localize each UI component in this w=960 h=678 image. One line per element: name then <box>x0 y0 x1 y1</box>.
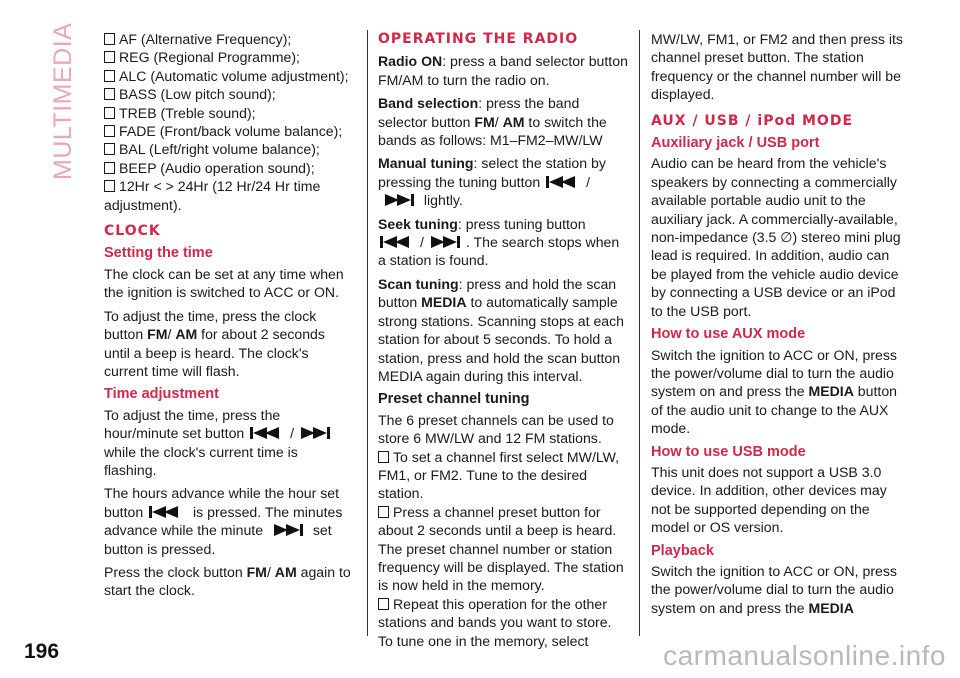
subheading-preset-channel: Preset channel tuning <box>378 391 530 408</box>
paragraph: Band selection: press the band selector button FM/ AM to switch the bands as follows: M1–FM2–MW/LW <box>378 95 607 149</box>
paragraph: Audio can be heard from the vehicle's speakers by connecting a commercially available portable audio unit to the auxiliary jack. A commercially-available, non-impedance (3.5 ∅) stereo mini plug lead is required. In addition, audio can be played from the vehicle audio device by connecting a USB device or an iPod to the USB port. <box>651 155 901 319</box>
skip-back-icon <box>380 235 418 249</box>
skip-back-icon <box>149 505 187 519</box>
paragraph: The clock can be set at any time when the ignition is switched to ACC or ON. <box>104 265 344 301</box>
column-left <box>104 30 354 605</box>
list-item: TREB (Treble sound); <box>104 104 354 122</box>
checkbox-bullet-icon <box>378 598 389 610</box>
checkbox-bullet-icon <box>104 107 115 119</box>
checkbox-bullet-icon <box>104 180 115 192</box>
section-side-tab-label: MULTIMEDIA <box>49 22 77 180</box>
skip-back-icon <box>546 175 584 189</box>
list-item: BASS (Low pitch sound); <box>104 85 354 103</box>
paragraph: To adjust the time, press the hour/minute set button / while the clock's current time is flashing. <box>104 406 354 480</box>
skip-forward-icon <box>296 426 334 440</box>
checkbox-bullet-icon <box>104 51 115 63</box>
list-item: 12Hr < > 24Hr (12 Hr/24 Hr time adjustment). <box>104 178 321 213</box>
section-heading-operating-radio: OPERATING THE RADIO <box>378 31 579 47</box>
list-item: REG (Regional Programme); <box>104 48 354 66</box>
list-item: AF (Alternative Frequency); <box>104 30 354 48</box>
checkbox-bullet-icon <box>104 70 115 82</box>
subheading-time-adjustment: Time adjustment <box>104 386 219 403</box>
skip-forward-icon <box>269 523 307 537</box>
paragraph: To adjust the time, press the clock button FM/ AM for about 2 seconds until a beep is heard. The clock's current time will flash. <box>104 307 325 379</box>
skip-back-icon <box>250 426 288 440</box>
subheading-how-usb: How to use USB mode <box>651 443 806 460</box>
subheading-how-aux: How to use AUX mode <box>651 326 806 343</box>
paragraph: Seek tuning: press tuning button / . The search stops when a station is found. <box>378 215 620 269</box>
paragraph: This unit does not support a USB 3.0 device. In addition, other devices may not be supported depending on the model or OS version. <box>651 463 887 536</box>
list-item: BEEP (Audio operation sound); <box>104 159 354 177</box>
column-middle <box>378 30 630 650</box>
column-right <box>651 30 903 622</box>
paragraph: Switch the ignition to ACC or ON, press the power/volume dial to turn the audio system on and press the MEDIA <box>651 562 897 616</box>
paragraph: Press the clock button FM/ AM again to start the clock. <box>104 563 351 599</box>
paragraph: Scan tuning: press and hold the scan button MEDIA to automatically sample strong stations. Scanning stops at each station for about 5 seconds. To hold a station, press and hold the scan button MEDIA again during this interval. <box>378 275 625 384</box>
list-item: Repeat this operation for the other stations and bands you want to store. To tune one in the memory, select <box>378 595 612 649</box>
paragraph: Manual tuning: select the station by pressing the tuning button / lightly. <box>378 155 606 209</box>
checkbox-bullet-icon <box>104 33 115 45</box>
paragraph: The hours advance while the hour set button is pressed. The minutes advance while the minute set button is pressed. <box>104 485 343 557</box>
section-side-tab <box>48 22 78 180</box>
paragraph: Switch the ignition to ACC or ON, press the power/volume dial to turn the audio system on and press the MEDIA button of the audio unit to change to the AUX mode. <box>651 346 897 437</box>
list-item: FADE (Front/back volume balance); <box>104 122 354 140</box>
checkbox-bullet-icon <box>104 143 115 155</box>
page-number: 196 <box>24 640 60 663</box>
checkbox-bullet-icon <box>104 125 115 137</box>
section-heading-clock: CLOCK <box>104 223 161 240</box>
settings-list <box>104 30 354 214</box>
paragraph: Radio ON: press a band selector button FM/AM to turn the radio on. <box>378 53 628 88</box>
subheading-playback: Playback <box>651 542 714 559</box>
subheading-setting-time: Setting the time <box>104 245 213 262</box>
column-divider <box>367 30 368 636</box>
checkbox-bullet-icon <box>378 451 389 463</box>
subheading-aux-jack: Auxiliary jack / USB port <box>651 135 820 152</box>
watermark-text: carmanualsonline.info <box>663 640 946 671</box>
skip-forward-icon <box>426 235 464 249</box>
skip-forward-icon <box>380 193 418 207</box>
column-divider <box>639 30 640 636</box>
list-item: To set a channel first select MW/LW, FM1, or FM2. Tune to the desired station. <box>378 448 620 502</box>
paragraph: MW/LW, FM1, or FM2 and then press its channel preset button. The station frequency or the channel number will be displayed. <box>651 31 903 103</box>
checkbox-bullet-icon <box>378 506 389 518</box>
checkbox-bullet-icon <box>104 88 115 100</box>
checkbox-bullet-icon <box>104 162 115 174</box>
list-item: BAL (Left/right volume balance); <box>104 140 354 158</box>
list-item: ALC (Automatic volume adjustment); <box>104 67 354 85</box>
paragraph: The 6 preset channels can be used to store 6 MW/LW and 12 FM stations. <box>378 411 614 447</box>
list-item: Press a channel preset button for about 2 seconds until a beep is heard. The preset channel number or station frequency will be displayed. The station is now held in the memory. <box>378 503 624 594</box>
section-heading-aux-usb-ipod: AUX / USB / iPod MODE <box>651 112 854 129</box>
